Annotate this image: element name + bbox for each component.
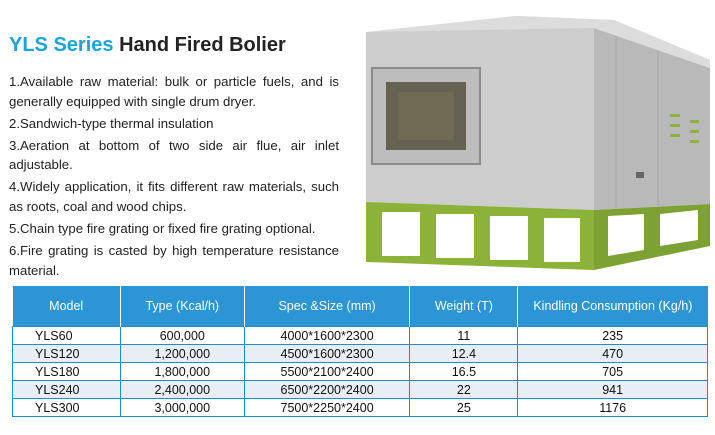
cell-model: YLS60 (13, 327, 121, 345)
cell-weight: 22 (410, 381, 518, 399)
cell-spec-size: 5500*2100*2400 (244, 363, 410, 381)
title-rest: Hand Fired Bolier (119, 34, 286, 56)
feature-item: 2.Sandwich-type thermal insulation (9, 115, 214, 131)
cell-spec-size: 4500*1600*2300 (244, 345, 410, 363)
col-header-kindling-consumption: Kindling Consumption (Kg/h) (518, 286, 708, 327)
spec-table (12, 286, 708, 417)
col-header-model: Model (13, 286, 121, 327)
cell-type: 1,200,000 (120, 345, 244, 363)
cell-kindling: 235 (518, 327, 708, 345)
col-header-weight: Weight (T) (410, 286, 518, 327)
cell-spec-size: 4000*1600*2300 (244, 327, 410, 345)
cell-spec-size: 7500*2250*2400 (244, 399, 410, 417)
cell-type: 3,000,000 (120, 399, 244, 417)
table-header-row (13, 286, 708, 327)
feature-item: 5.Chain type fire grating or fixed fire grating optional. (9, 221, 316, 237)
cell-weight: 16.5 (410, 363, 518, 381)
table-row (13, 381, 708, 399)
cell-model: YLS180 (13, 363, 121, 381)
cell-weight: 11 (410, 327, 518, 345)
feature-item: 3.Aeration at bottom of two side air flue, air inlet adjustable. (9, 137, 339, 173)
feature-list (9, 72, 339, 283)
boiler-photo (358, 14, 710, 272)
cell-weight: 25 (410, 399, 518, 417)
cell-kindling: 470 (518, 345, 708, 363)
feature-item: 4.Widely application, it fits different raw materials, such as roots, coal and wood chips. (9, 179, 339, 215)
table-row (13, 327, 708, 345)
cell-spec-size: 6500*2200*2400 (244, 381, 410, 399)
cell-weight: 12.4 (410, 345, 518, 363)
cell-kindling: 705 (518, 363, 708, 381)
feature-item: 1.Available raw material: bulk or particle fuels, and is generally equipped with single drum dryer. (9, 74, 339, 109)
cell-type: 2,400,000 (120, 381, 244, 399)
cell-model: YLS300 (13, 399, 121, 417)
table-row (13, 399, 708, 417)
cell-type: 600,000 (120, 327, 244, 345)
cell-model: YLS240 (13, 381, 121, 399)
table-row (13, 345, 708, 363)
title-series: YLS Series (9, 34, 114, 56)
col-header-type: Type (Kcal/h) (120, 286, 244, 327)
cell-kindling: 1176 (518, 399, 708, 417)
cell-kindling: 941 (518, 381, 708, 399)
col-header-spec-size: Spec &Size (mm) (244, 286, 410, 327)
feature-item: 6.Fire grating is casted by high temperature resistance material. (9, 243, 339, 278)
cell-model: YLS120 (13, 345, 121, 363)
table-row (13, 363, 708, 381)
cell-type: 1,800,000 (120, 363, 244, 381)
page-title (9, 34, 286, 57)
